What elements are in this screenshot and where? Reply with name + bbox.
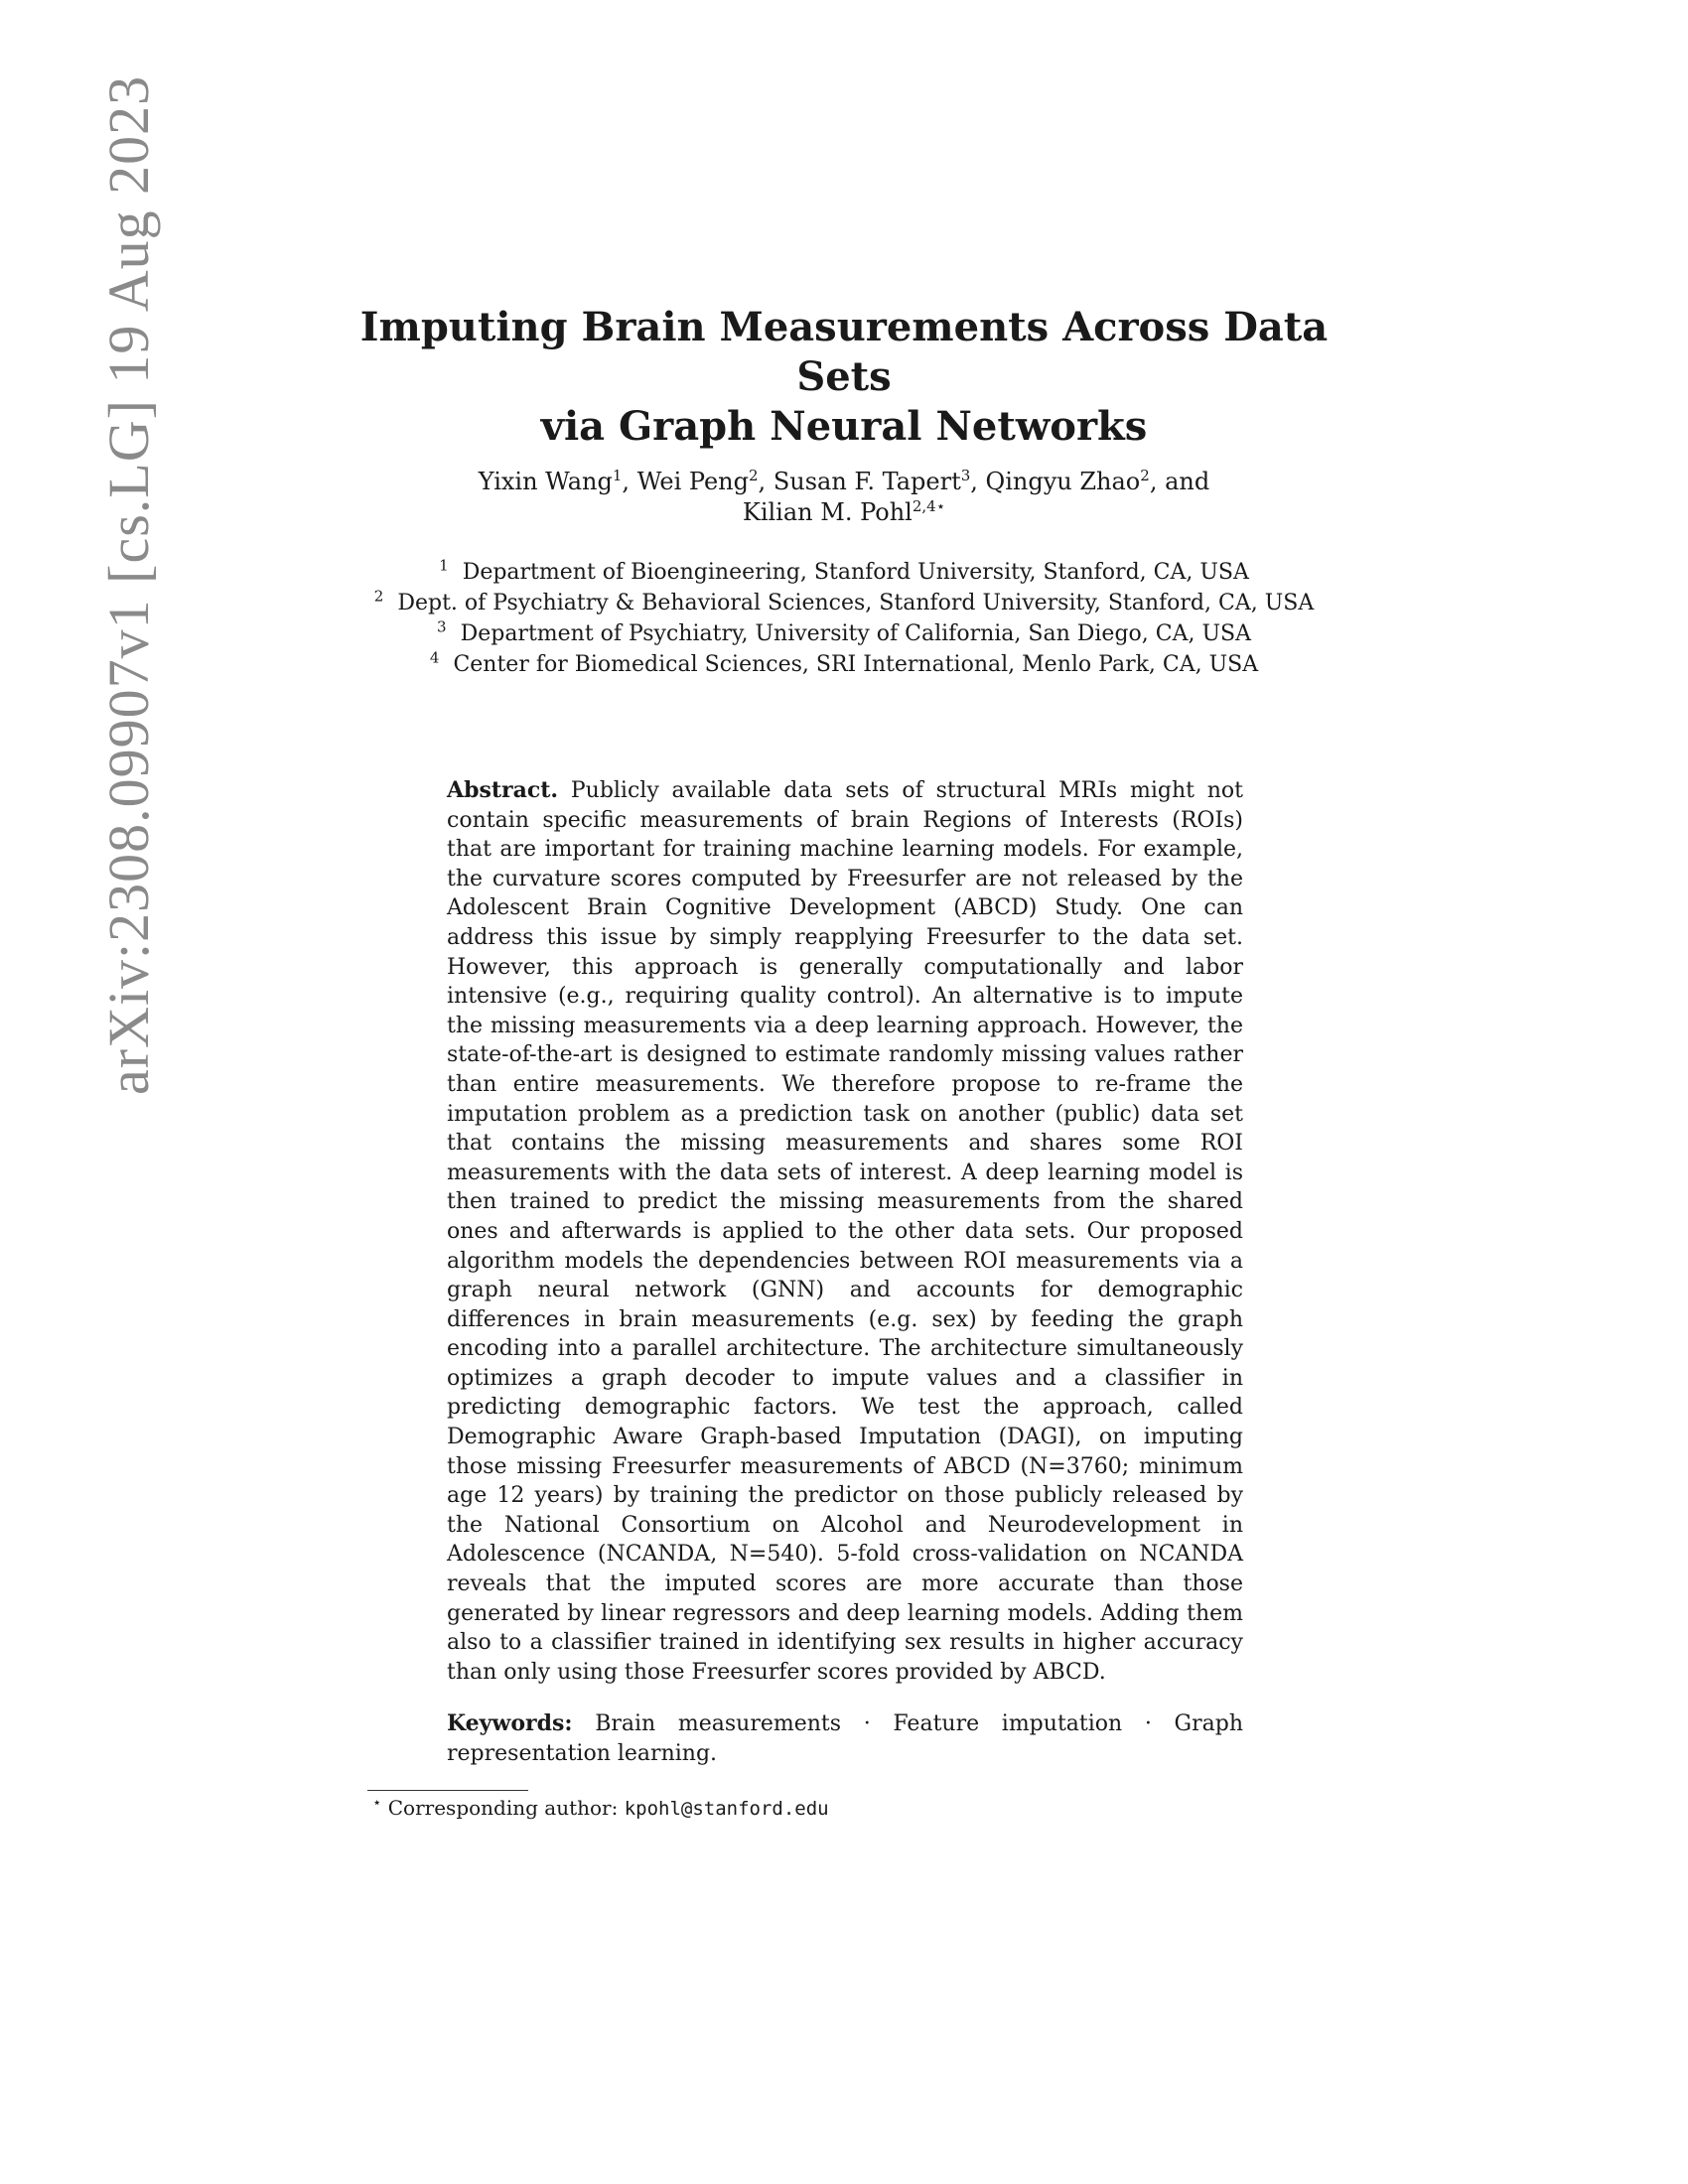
author-affiliation-mark: 3 [960,467,971,484]
keywords [447,1709,1243,1768]
affiliation [348,588,1340,618]
affiliation-text: Department of Bioengineering, Stanford University, Stanford, CA, USA [462,560,1249,585]
title-line-1: Imputing Brain Measurements Across Data Sets [359,304,1329,400]
keywords-text: Brain measurements · Feature imputation · Graph representation learning. [447,1711,1243,1766]
affiliation [348,649,1340,680]
author-name: Wei Peng [636,468,749,495]
author-affiliation-mark: 2 [1140,467,1150,484]
keywords-label: Keywords: [447,1710,573,1736]
author-list [348,467,1340,528]
footnote-text: Corresponding author: [387,1796,619,1820]
affiliation-text: Dept. of Psychiatry & Behavioral Sciences, Stanford University, Stanford, CA, USA [397,591,1315,615]
affiliation-number: 1 [439,556,449,575]
author-conjunction: and [1165,468,1210,495]
affiliation-number: 4 [429,648,440,667]
author-name: Qingyu Zhao [985,468,1141,495]
footnote-divider [367,1790,528,1791]
affiliation-text: Center for Biomedical Sciences, SRI International, Menlo Park, CA, USA [453,652,1259,677]
author-affiliation-mark: 2,4⋆ [912,497,946,515]
affiliation [348,557,1340,588]
arxiv-identifier: arXiv:2308.09907v1 [cs.LG] 19 Aug 2023 [96,74,161,1095]
author-name: Susan F. Tapert [773,468,961,495]
affiliation [348,618,1340,649]
author-affiliation-mark: 2 [749,467,759,484]
author-line-1: Yixin Wang$^1$, Wei Peng$^2$, Susan F. Tapert$^3$, Qingyu Zhao$^2$, and [478,467,1210,495]
footnote-mark: ⋆ [372,1793,382,1812]
title-line-2: via Graph Neural Networks [540,403,1148,450]
author-name: Kilian M. Pohl [742,498,913,526]
abstract-text: Publicly available data sets of structural MRIs might not contain specific measurements of brain Regions of Interests (ROIs) that are important for training machine learning models. For example, the curvature scores computed by Freesurfer are not released by the Adolescent Brain Cognitive Development (ABCD) Study. One can address this issue by simply reapplying Freesurfer to the data set. However, this approach is generally computationally and labor intensive (e.g., requiring quality control). An alternative is to impute the missing measurements via a deep learning approach. However, the state-of-the-art is designed to estimate randomly missing values rather than entire measurements. We therefore propose to re-frame the imputation problem as a prediction task on another (public) data set that contains the missing measurements and shares some ROI measurements with the data sets of interest. A deep learning model is then trained to predict the missing measurements from the shared ones and afterwards is applied to the other data sets. Our proposed algorithm models the dependencies between ROI measurements via a graph neural network (GNN) and accounts for demographic differences in brain measurements (e.g. sex) by feeding the graph encoding into a parallel architecture. The architecture simultaneously optimizes a graph decoder to impute values and a classifier in predicting demographic factors. We test the approach, called Demographic Aware Graph-based Imputation (DAGI), on imputing those missing Freesurfer measurements of ABCD (N=3760; minimum age 12 years) by training the predictor on those publicly released by the National Consortium on Alcohol and Neurodevelopment in Adolescence (NCANDA, N=540). 5-fold cross-validation on NCANDA reveals that the imputed scores are more accurate than those generated by linear regressors and deep learning models. Adding them also to a classifier trained in identifying sex results in higher accuracy than only using those Freesurfer scores provided by ABCD. [447,778,1244,1685]
paper-title [348,303,1340,452]
abstract [447,776,1243,1687]
author-affiliation-mark: 1 [612,467,623,484]
footnote [372,1794,829,1823]
affiliation-number: 3 [437,617,447,636]
affiliation-number: 2 [373,587,384,606]
affiliation-text: Department of Psychiatry, University of California, San Diego, CA, USA [460,621,1251,646]
author-email-link[interactable]: kpohl@stanford.edu [624,1798,829,1820]
abstract-label: Abstract. [447,777,559,803]
author-name: Yixin Wang [478,468,613,495]
author-line-2 [348,497,1340,528]
affiliation-list [348,557,1340,680]
